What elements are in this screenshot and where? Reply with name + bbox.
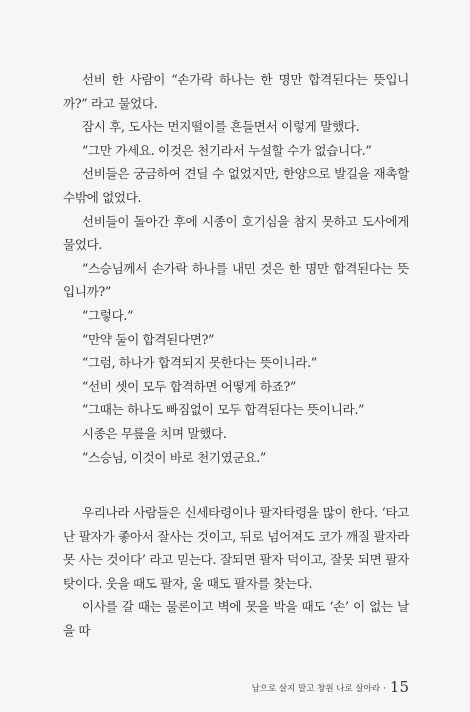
paragraph: “그때는 하나도 빠짐없이 모두 합격된다는 뜻이니라.”	[81, 402, 365, 418]
paragraph: “스승님, 이것이 바로 천기였군요.”	[81, 449, 266, 465]
section-break	[63, 469, 409, 501]
paragraph: “그렇다.”	[81, 307, 134, 323]
paragraph: “만약 둘이 합격된다면?”	[81, 331, 215, 347]
paragraph: 선비 한 사람이 “손가락 하나는 한 명만 합격된다는 뜻입니까?” 라고 물었다.	[63, 72, 409, 111]
running-title: 남으로 살지 말고 창원 나로 살아라	[251, 684, 381, 694]
paragraph: 선비들은 궁금하여 견딜 수 없었지만, 한양으로 발길을 재촉할 수밖에 없었다.	[63, 166, 409, 205]
paragraph: “그만 가세요. 이것은 천기라서 누설할 수가 없습니다.”	[81, 142, 372, 158]
page-number: 15	[389, 678, 409, 696]
paragraph: 시종은 무릎을 치며 말했다.	[81, 425, 227, 441]
paragraph: “스승님께서 손가락 하나를 내민 것은 한 명만 합격된다는 뜻입니까?”	[63, 260, 409, 300]
paragraph: “그럼, 하나가 합격되지 못한다는 뜻이니라.”	[81, 355, 317, 371]
paragraph: “선비 셋이 모두 합격하면 어떻게 하죠?”	[81, 378, 296, 394]
paragraph: 이사를 갈 때는 물론이고 벽에 못을 박을 때도 ‘손’ 이 없는 날을 따	[63, 599, 409, 639]
page-footer	[0, 678, 409, 696]
paragraph: 잠시 후, 도사는 먼지떨이를 흔들면서 이렇게 말했다.	[81, 119, 360, 135]
body-text	[63, 68, 409, 643]
paragraph: 우리나라 사람들은 신세타령이나 팔자타령을 많이 한다. ‘타고난 팔자가 좋아서 잘사는 것이고, 뒤로 넘어져도 코가 깨질 팔자라 못 사는 것이다’ 라고 믿는다. 잘되면 팔자 덕이고, 잘못 되면 팔자 탓이다. 웃을 때도 팔자, 울 때도 팔자를 찾는다.	[63, 505, 409, 591]
paragraph: 선비들이 돌아간 후에 시종이 호기심을 참지 못하고 도사에게 물었다.	[63, 213, 409, 253]
footer-separator: ·	[383, 684, 386, 694]
